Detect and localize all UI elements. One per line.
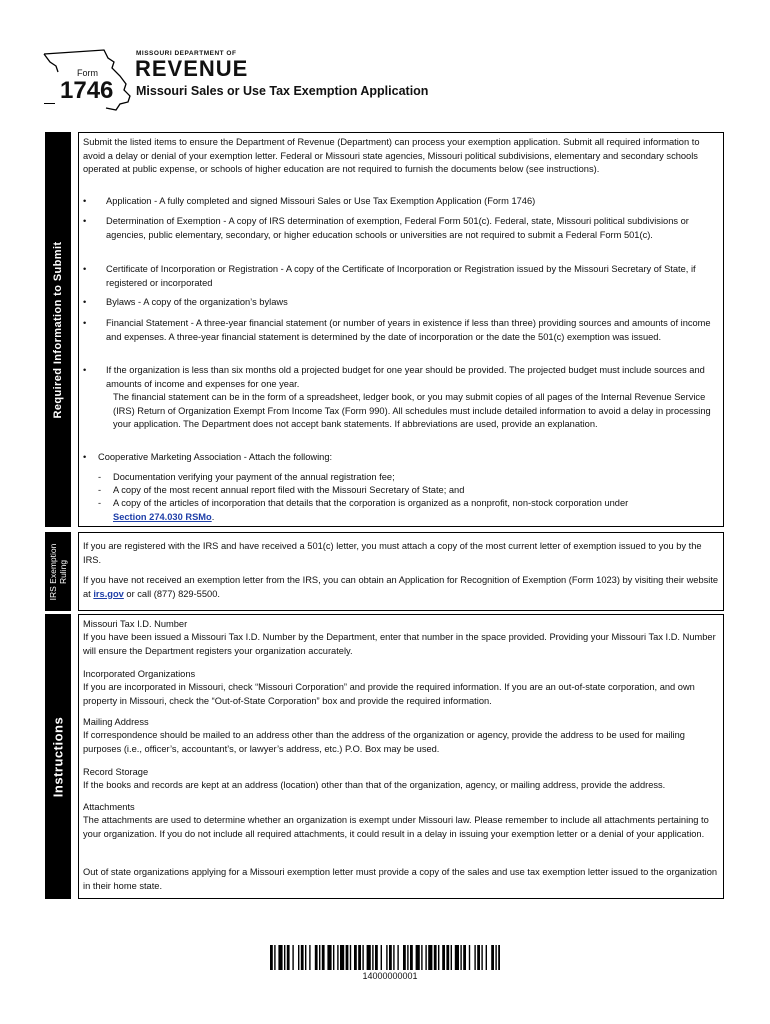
form-label: Form [77, 68, 98, 78]
instructions-tab [45, 614, 71, 899]
header-dash [44, 103, 55, 104]
required-item-cooperative: Cooperative Marketing Association - Attach the following: [98, 452, 333, 462]
required-item-budget: If the organization is less than six months old a projected budget for one year should be provided. The projected budget must include sources and amounts of income and expenses for one year. [106, 365, 705, 389]
required-intro: Submit the listed items to ensure the Department of Revenue (Department) can process your exemption application. Submit all required information to avoid a delay or denial of your exemption letter. Federal or Missouri state agencies, Missouri political subdivisions, elementary and secondary schools operated at public expense, or schools of higher education are not required to furnish the documents below (see instructions). [83, 137, 700, 174]
cooperative-doc-2: A copy of the most recent annual report filed with the Missouri Secretary of State; and [113, 485, 465, 495]
tax-id-paragraph: If you have been issued a Missouri Tax I.D. Number by the Department, enter that number in the space provided. Providing your Missouri Tax I.D. Number will ensure the Department registers your organization accurately. [83, 632, 716, 656]
revenue-logo: REVENUE [135, 56, 249, 81]
irs-tab-line1: IRS Exemption [48, 543, 58, 600]
mailing-address-paragraph: If correspondence should be mailed to an address other than the address of the organization or agency, provide the address to be used for mailing purposes (i.e., officer’s, accountant’s, or lawyer’s address, etc.) P.O. Box may be used. [83, 730, 685, 754]
record-storage-heading: Record Storage [83, 767, 149, 777]
record-storage-paragraph: If the books and records are kept at an address (location) other than that of the organization, agency, or mailing address, provide the address. [83, 780, 666, 790]
irs-exemption-ruling-tab-label [48, 543, 68, 600]
page-title: Missouri Sales or Use Tax Exemption Application [136, 84, 429, 98]
required-information-tab [45, 132, 71, 527]
dash-marker: - [98, 472, 102, 482]
required-item-application: Application - A fully completed and signed Missouri Sales or Use Tax Exemption Application (Form 1746) [106, 196, 536, 206]
bullet-icon: • [83, 452, 87, 462]
irs-paragraph-1: If you are registered with the IRS and have received a 501(c) letter, you must attach a copy of the most current letter of exemption issued to you by the IRS. [83, 541, 702, 565]
incorporated-heading: Incorporated Organizations [83, 669, 196, 679]
irs-gov-link[interactable]: irs.gov [93, 588, 124, 599]
cooperative-doc-3-end: . [211, 511, 215, 522]
irs-exemption-ruling-tab [45, 532, 71, 611]
irs-tab-line2: Ruling [58, 559, 68, 584]
dash-marker: - [98, 485, 102, 495]
required-item-certificate: Certificate of Incorporation or Registration - A copy of the Certificate of Incorporation or Registration issued by the Missouri Secretary of State, if registered or incorporated [106, 264, 696, 288]
attachments-paragraph: The attachments are used to determine whether an organization is exempt under Missouri law. Please remember to include all attachments pertaining to your organization. If you do not include all required attachments, it could result in a delay in issuing your exemption letter or a denial of your application. [83, 815, 709, 839]
instructions-section [78, 614, 724, 899]
attachments-heading: Attachments [83, 802, 135, 812]
required-item-bylaws: Bylaws - A copy of the organization’s bylaws [106, 297, 288, 307]
cooperative-doc-3-text: A copy of the articles of incorporation that details that the corporation is organized as a nonprofit, non-stock corporation under [113, 498, 629, 508]
financial-statement-note: The financial statement can be in the form of a spreadsheet, ledger book, or you may submit copies of all pages of the Internal Revenue Service (IRS) Return of Organization Exempt From Income Tax (Form 990). All schedules must include detailed information to avoid a delay in processing your application. The Department does not accept bank statements. If abbreviations are used, provide an explanation. [113, 392, 711, 429]
bullet-icon: • [83, 216, 87, 226]
irs-phone-text: or call (877) 829-5500. [123, 588, 220, 599]
bullet-icon: • [83, 297, 87, 307]
bullet-icon: • [83, 318, 87, 328]
barcode-image [270, 945, 500, 970]
required-item-determination: Determination of Exemption - A copy of IRS determination of exemption, Federal Form 501(c). Federal, state, Missouri political subdivisions or agencies, public elementary, secondary, or higher education schools or universities are not required to submit a Federal Form 501(c). [106, 216, 689, 240]
required-information-section [78, 132, 724, 527]
out-of-state-paragraph: Out of state organizations applying for a Missouri exemption letter must provide a copy of the sales and use tax exemption letter issued to the organization in their home state. [83, 867, 718, 891]
cooperative-doc-3 [113, 497, 718, 524]
bullet-icon: • [83, 196, 87, 206]
required-information-tab-label: Required Information to Submit [52, 241, 64, 418]
incorporated-paragraph: If you are incorporated in Missouri, check “Missouri Corporation” and provide the required information. If you are an out-of-state corporation, and own property in Missouri, check the “Out-of-State Corporation” box and provide the required information. [83, 682, 695, 706]
form-number: 1746 [60, 77, 114, 104]
department-name: MISSOURI DEPARTMENT OF [136, 50, 237, 57]
bullet-icon: • [83, 365, 87, 375]
irs-paragraph-2-text: If you have not received an exemption letter from the IRS, you can obtain an Application for Recognition of Exemption (Form 1023) by visiting their website at [83, 575, 719, 599]
irs-exemption-section [78, 532, 724, 611]
barcode-number: 14000000001 [362, 971, 418, 981]
section-274-030-link[interactable]: Section 274.030 RSMo [113, 511, 212, 522]
cooperative-doc-1: Documentation verifying your payment of the annual registration fee; [113, 472, 395, 482]
irs-paragraph-2 [83, 574, 721, 601]
instructions-tab-label: Instructions [50, 716, 66, 797]
dash-marker: - [98, 498, 102, 508]
required-item-financial: Financial Statement - A three-year financial statement (or number of years in existence if less than three) providing sources and amounts of income and expenses. A three-year financial statement is determined by the date of incorporation or the date the 501(c) exemption was issued. [106, 318, 711, 342]
bullet-icon: • [83, 264, 87, 274]
mailing-address-heading: Mailing Address [83, 717, 149, 727]
tax-id-heading: Missouri Tax I.D. Number [83, 619, 188, 629]
